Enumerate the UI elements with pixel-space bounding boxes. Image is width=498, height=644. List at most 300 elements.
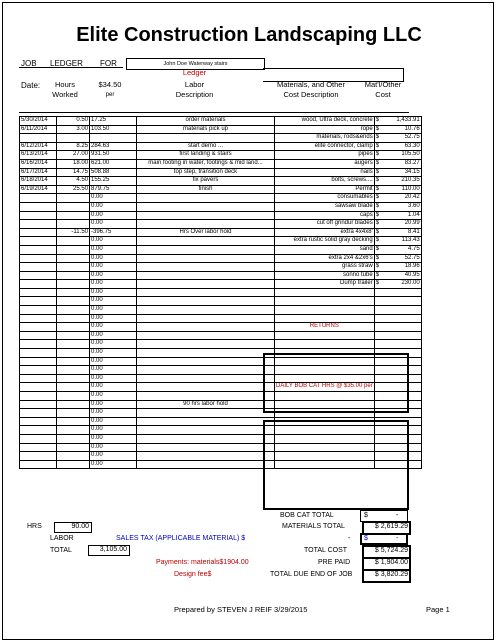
- cell-labor: [137, 383, 275, 392]
- cell-cost: 20.42: [385, 194, 422, 203]
- cell-date: [20, 228, 57, 237]
- cell-mat: Permit: [275, 185, 375, 194]
- rate-header-line2: per: [105, 92, 115, 98]
- cell-hours: [57, 452, 90, 461]
- cell-date: [20, 220, 57, 229]
- cell-ledger: 0.00: [90, 426, 137, 435]
- cell-hours: [57, 297, 90, 306]
- cell-mat: sonno tube: [275, 271, 375, 280]
- cell-labor: [137, 392, 275, 401]
- cell-dol: $: [374, 177, 385, 186]
- hours-header-line2: Worked: [52, 90, 78, 99]
- cell-dol: [374, 288, 385, 297]
- cell-date: [20, 323, 57, 332]
- hours-header: [48, 80, 82, 100]
- cell-labor: [137, 434, 275, 443]
- cell-hours: [57, 357, 90, 366]
- cell-date: [20, 237, 57, 246]
- cell-hours: [57, 349, 90, 358]
- cell-cost: 18.96: [385, 263, 422, 272]
- hrs-value: 90.00: [54, 522, 92, 533]
- cell-hours: [57, 134, 90, 143]
- cell-date: [20, 392, 57, 401]
- cell-hours: 27.00: [57, 151, 90, 160]
- cell-labor: [137, 237, 275, 246]
- table-row: [20, 211, 422, 220]
- cell-mat: extra rustic solid gray decking: [275, 237, 375, 246]
- cell-labor: [137, 349, 275, 358]
- cell-dol: $: [374, 254, 385, 263]
- cell-labor: [137, 323, 275, 332]
- cell-hours: [57, 400, 90, 409]
- cell-dol: $: [374, 185, 385, 194]
- cell-labor: [137, 331, 275, 340]
- cell-date: [20, 245, 57, 254]
- cell-date: [20, 297, 57, 306]
- rate-header-line1: $34.50: [98, 80, 122, 89]
- cell-mat: [275, 314, 375, 323]
- table-row: [20, 142, 422, 151]
- cell-cost: 1,433.91: [385, 117, 422, 126]
- cell-ledger: 0.00: [90, 271, 137, 280]
- cell-labor: [137, 366, 275, 375]
- cell-dol: $: [374, 151, 385, 160]
- cell-hours: [57, 409, 90, 418]
- cell-ledger: 0.00: [90, 460, 137, 469]
- prepaid-label: PRE PAID: [318, 559, 351, 566]
- cell-ledger: 0.00: [90, 383, 137, 392]
- cell-date: [20, 306, 57, 315]
- total-cost-value: $ 5,724.29: [362, 545, 411, 559]
- cell-hours: 25.50: [57, 185, 90, 194]
- cell-mat: sawsaw blade: [275, 202, 375, 211]
- cell-cost: 20.99: [385, 220, 422, 229]
- cell-labor: start demo ...: [137, 142, 275, 151]
- cell-ledger: 0.00: [90, 452, 137, 461]
- for-label: FOR: [100, 59, 117, 68]
- cell-ledger: 508.88: [90, 168, 137, 177]
- cell-ledger: [90, 134, 137, 143]
- cell-hours: 8.25: [57, 142, 90, 151]
- cell-hours: 3.00: [57, 125, 90, 134]
- table-row: [20, 331, 422, 340]
- cell-cost: 113.43: [385, 237, 422, 246]
- table-row: [20, 237, 422, 246]
- cell-hours: [57, 245, 90, 254]
- cell-date: [20, 357, 57, 366]
- cell-ledger: 0.00: [90, 357, 137, 366]
- cell-mat: extra 2x4 &2x6's: [275, 254, 375, 263]
- cell-ledger: 0.00: [90, 443, 137, 452]
- cell-hours: -11.50: [57, 228, 90, 237]
- bobcat-box: [263, 420, 409, 510]
- cell-ledger: 0.00: [90, 417, 137, 426]
- cell-dol: $: [374, 194, 385, 203]
- table-row: [20, 306, 422, 315]
- table-row: [20, 159, 422, 168]
- cell-mat: rope: [275, 125, 375, 134]
- job-description-box: John Doe Waterway stairs: [126, 58, 265, 70]
- cell-cost: [385, 314, 422, 323]
- cell-ledger: 879.75: [90, 185, 137, 194]
- cell-hours: 4.50: [57, 177, 90, 186]
- cell-cost: 63.30: [385, 142, 422, 151]
- page-number: Page 1: [426, 605, 450, 614]
- job-label: JOB: [21, 59, 37, 68]
- cell-hours: [57, 288, 90, 297]
- cell-date: [20, 452, 57, 461]
- hours-header-line1: Hours: [54, 80, 75, 89]
- cell-ledger: -396.75: [90, 228, 137, 237]
- cell-hours: [57, 254, 90, 263]
- cell-ledger: 0.00: [90, 202, 137, 211]
- cell-cost: 83.27: [385, 159, 422, 168]
- cell-mat: pipes: [275, 151, 375, 160]
- cell-labor: [137, 134, 275, 143]
- materials-header-line2: Cost Description: [283, 90, 339, 99]
- cell-hours: [57, 340, 90, 349]
- cell-ledger: 621.00: [90, 159, 137, 168]
- payments-label: Payments: materials$1904.00: [156, 559, 249, 566]
- cell-hours: [57, 426, 90, 435]
- materials-header: [264, 80, 358, 100]
- cell-date: 6/11/2014: [20, 125, 57, 134]
- cell-hours: 0.50: [57, 117, 90, 126]
- cell-ledger: 0.00: [90, 254, 137, 263]
- cell-labor: first landing & stairs: [137, 151, 275, 160]
- cell-cost: 230.00: [385, 280, 422, 289]
- cell-date: 5/30/2014: [20, 117, 57, 126]
- cell-cost: 3.60: [385, 202, 422, 211]
- cell-date: 6/19/2014: [20, 185, 57, 194]
- cell-date: 6/12/2014: [20, 142, 57, 151]
- cell-ledger: 0.00: [90, 400, 137, 409]
- cell-dol: $: [374, 245, 385, 254]
- cell-labor: [137, 452, 275, 461]
- cell-dol: $: [374, 142, 385, 151]
- cell-dol: [374, 306, 385, 315]
- cell-labor: [137, 280, 275, 289]
- total-label: TOTAL: [50, 547, 72, 554]
- cell-mat: wood, Ultra deck, concrete: [275, 117, 375, 126]
- cell-cost: 210.35: [385, 177, 422, 186]
- cell-date: [20, 211, 57, 220]
- sales-tax-label: SALES TAX (APPLICABLE MATERIAL) $: [116, 535, 246, 542]
- table-row: [20, 185, 422, 194]
- table-row: [20, 220, 422, 229]
- cell-date: 6/17/2014: [20, 168, 57, 177]
- cell-hours: [57, 280, 90, 289]
- returns-box: [263, 353, 409, 413]
- cell-hours: [57, 392, 90, 401]
- cell-mat: [275, 331, 375, 340]
- cell-dol: [374, 331, 385, 340]
- cell-dol: [374, 297, 385, 306]
- cell-dol: $: [374, 237, 385, 246]
- company-title: Elite Construction Landscaping LLC: [76, 24, 422, 46]
- prepaid-value: $ 1,904.00: [362, 557, 411, 571]
- cell-hours: [57, 434, 90, 443]
- cell-dol: $: [374, 134, 385, 143]
- cell-labor: top step, transition deck: [137, 168, 275, 177]
- materials-total-label: MATERIALS TOTAL: [282, 523, 345, 530]
- cell-mat: [275, 288, 375, 297]
- cell-hours: [57, 271, 90, 280]
- cell-labor: order materials: [137, 117, 275, 126]
- cell-labor: fix pavers: [137, 177, 275, 186]
- cell-date: [20, 314, 57, 323]
- cell-cost: 52.75: [385, 254, 422, 263]
- cell-labor: [137, 340, 275, 349]
- cell-ledger: 0.00: [90, 366, 137, 375]
- cell-cost: [385, 288, 422, 297]
- cell-ledger: 0.00: [90, 237, 137, 246]
- cell-labor: [137, 220, 275, 229]
- prepared-by: Prepared by STEVEN J REIF 3/29/2015: [174, 605, 308, 614]
- cell-date: [20, 426, 57, 435]
- cell-hours: [57, 323, 90, 332]
- cell-hours: [57, 331, 90, 340]
- cell-hours: [57, 237, 90, 246]
- cell-labor: [137, 306, 275, 315]
- cell-date: 6/16/2014: [20, 159, 57, 168]
- cell-date: [20, 280, 57, 289]
- cell-dol: [374, 323, 385, 332]
- cell-date: [20, 331, 57, 340]
- table-row: [20, 194, 422, 203]
- cell-labor: [137, 443, 275, 452]
- cell-date: [20, 443, 57, 452]
- cell-ledger: 0.00: [90, 220, 137, 229]
- cell-mat: caps: [275, 211, 375, 220]
- cell-mat: [275, 306, 375, 315]
- cell-cost: 52.75: [385, 134, 422, 143]
- cell-date: [20, 263, 57, 272]
- cell-mat: DAILY BOB CAT HRS @ $35.00 per: [275, 383, 375, 392]
- cell-cost: [385, 306, 422, 315]
- cell-date: [20, 400, 57, 409]
- cell-labor: [137, 288, 275, 297]
- cell-dol: $: [374, 159, 385, 168]
- cell-labor: [137, 297, 275, 306]
- cell-ledger: 0.00: [90, 314, 137, 323]
- cell-cost: 110.00: [385, 185, 422, 194]
- rate-header: [90, 80, 130, 100]
- table-row: [20, 254, 422, 263]
- cell-hours: [57, 460, 90, 469]
- cell-cost: [385, 340, 422, 349]
- cell-hours: [57, 366, 90, 375]
- cell-hours: [57, 417, 90, 426]
- table-row: [20, 151, 422, 160]
- cell-hours: 14.75: [57, 168, 90, 177]
- bobcat-total-label: BOB CAT TOTAL: [280, 512, 334, 519]
- cell-mat: augers: [275, 159, 375, 168]
- table-row: [20, 288, 422, 297]
- cell-date: [20, 340, 57, 349]
- cell-dol: $: [374, 228, 385, 237]
- cell-ledger: 0.00: [90, 409, 137, 418]
- cell-labor: [137, 314, 275, 323]
- ledger-table: [19, 116, 422, 469]
- cell-cost: 4.75: [385, 245, 422, 254]
- cell-dol: $: [374, 220, 385, 229]
- cell-ledger: 0.00: [90, 280, 137, 289]
- cell-cost: [385, 297, 422, 306]
- materials-header-line1: Materials, and Other: [277, 80, 345, 89]
- cell-hours: [57, 211, 90, 220]
- cell-ledger: 0.00: [90, 306, 137, 315]
- cell-cost: [385, 323, 422, 332]
- table-row: [20, 177, 422, 186]
- cell-mat: bolts, screws....: [275, 177, 375, 186]
- cell-mat: nails: [275, 168, 375, 177]
- cell-date: [20, 417, 57, 426]
- cell-ledger: 0.00: [90, 392, 137, 401]
- cell-dol: $: [374, 280, 385, 289]
- sales-tax-box: [360, 533, 408, 545]
- bobcat-total-value: -: [396, 512, 399, 519]
- cell-labor: [137, 460, 275, 469]
- cell-labor: [137, 417, 275, 426]
- cell-cost: 10.76: [385, 125, 422, 134]
- cell-ledger: 0.00: [90, 331, 137, 340]
- cell-labor: [137, 426, 275, 435]
- cell-dol: $: [374, 117, 385, 126]
- table-row: [20, 228, 422, 237]
- cell-mat: [275, 297, 375, 306]
- cell-ledger: 0.00: [90, 349, 137, 358]
- cell-hours: [57, 202, 90, 211]
- table-row: [20, 125, 422, 134]
- ledger-subtitle: Ledger: [182, 68, 207, 77]
- table-row: [20, 263, 422, 272]
- cell-labor: finish: [137, 185, 275, 194]
- cell-dol: [374, 314, 385, 323]
- date-label: Date:: [21, 81, 41, 90]
- cell-labor: materials pick up: [137, 125, 275, 134]
- cell-cost: 105.50: [385, 151, 422, 160]
- cell-date: [20, 374, 57, 383]
- table-row: [20, 134, 422, 143]
- cell-date: [20, 271, 57, 280]
- cell-ledger: 155.25: [90, 177, 137, 186]
- hrs-label: HRS: [27, 523, 42, 530]
- cell-dol: $: [374, 202, 385, 211]
- cell-labor: [137, 374, 275, 383]
- cell-mat: RETURNS: [275, 323, 375, 332]
- cell-hours: [57, 263, 90, 272]
- cell-date: [20, 134, 57, 143]
- cell-ledger: 284.63: [90, 142, 137, 151]
- cell-cost: [385, 331, 422, 340]
- cell-labor: [137, 271, 275, 280]
- table-row: [20, 323, 422, 332]
- cell-labor: [137, 245, 275, 254]
- matcost-header-line2: Cost: [375, 90, 391, 99]
- cell-dol: $: [374, 125, 385, 134]
- labor-total-label: LABOR: [50, 535, 74, 542]
- table-row: [20, 340, 422, 349]
- cell-labor: [137, 357, 275, 366]
- cell-mat: Dump trailer: [275, 280, 375, 289]
- cell-ledger: 0.00: [90, 288, 137, 297]
- cell-labor: main footing in water, footings & mid land...: [137, 159, 275, 168]
- cell-hours: [57, 220, 90, 229]
- table-row: [20, 117, 422, 126]
- matcost-header-line1: Mat'l/Other: [364, 80, 402, 89]
- cell-cost: 40.95: [385, 271, 422, 280]
- table-row: [20, 271, 422, 280]
- header-underline: [19, 67, 123, 68]
- cell-date: [20, 202, 57, 211]
- cell-hours: 18.00: [57, 159, 90, 168]
- cell-mat: sand: [275, 245, 375, 254]
- matcost-header: [358, 80, 408, 100]
- sales-tax-value: -: [396, 535, 399, 542]
- total-cost-label: TOTAL COST: [304, 547, 348, 554]
- cell-ledger: 0.00: [90, 211, 137, 220]
- cell-ledger: 17.25: [90, 117, 137, 126]
- design-fee-label: Design fee$: [174, 571, 212, 578]
- ledger-label: LEDGER: [50, 59, 83, 68]
- cell-date: 6/18/2014: [20, 177, 57, 186]
- cell-date: [20, 366, 57, 375]
- cell-ledger: 0.00: [90, 297, 137, 306]
- cell-date: [20, 194, 57, 203]
- cell-hours: [57, 306, 90, 315]
- cell-labor: [137, 194, 275, 203]
- sales-tax-dash: -: [348, 535, 351, 542]
- cell-ledger: 0.00: [90, 374, 137, 383]
- cell-labor: [137, 211, 275, 220]
- cell-date: [20, 434, 57, 443]
- cell-dol: [374, 340, 385, 349]
- cell-mat: materials, rods&ends: [275, 134, 375, 143]
- cell-ledger: 0.00: [90, 340, 137, 349]
- cell-date: 6/13/2014: [20, 151, 57, 160]
- labor-header-line2: Description: [175, 90, 214, 99]
- cell-hours: [57, 194, 90, 203]
- cell-labor: [137, 202, 275, 211]
- total-value: 3,105.00: [88, 545, 130, 556]
- cell-labor: 90 hrs labor hold: [137, 400, 275, 409]
- cell-cost: 1.04: [385, 211, 422, 220]
- cell-labor: [137, 263, 275, 272]
- cell-dol: $: [374, 271, 385, 280]
- cell-hours: [57, 443, 90, 452]
- cell-hours: [57, 374, 90, 383]
- cell-mat: [275, 340, 375, 349]
- total-due-label: TOTAL DUE END OF JOB: [270, 571, 353, 578]
- bobcat-total-dollar: $: [364, 512, 368, 519]
- cell-ledger: 0.00: [90, 263, 137, 272]
- cell-date: [20, 254, 57, 263]
- cell-date: [20, 288, 57, 297]
- cell-mat: grass straw: [275, 263, 375, 272]
- cell-labor: [137, 254, 275, 263]
- header-rule: [19, 112, 409, 113]
- cell-dol: $: [374, 211, 385, 220]
- cell-ledger: 103.50: [90, 125, 137, 134]
- table-row: [20, 297, 422, 306]
- cell-dol: $: [374, 263, 385, 272]
- cell-date: [20, 460, 57, 469]
- labor-header: [126, 80, 263, 100]
- total-due-value: $ 3,820.29: [362, 569, 411, 583]
- table-row: [20, 314, 422, 323]
- cell-mat: elite connector, clamp: [275, 142, 375, 151]
